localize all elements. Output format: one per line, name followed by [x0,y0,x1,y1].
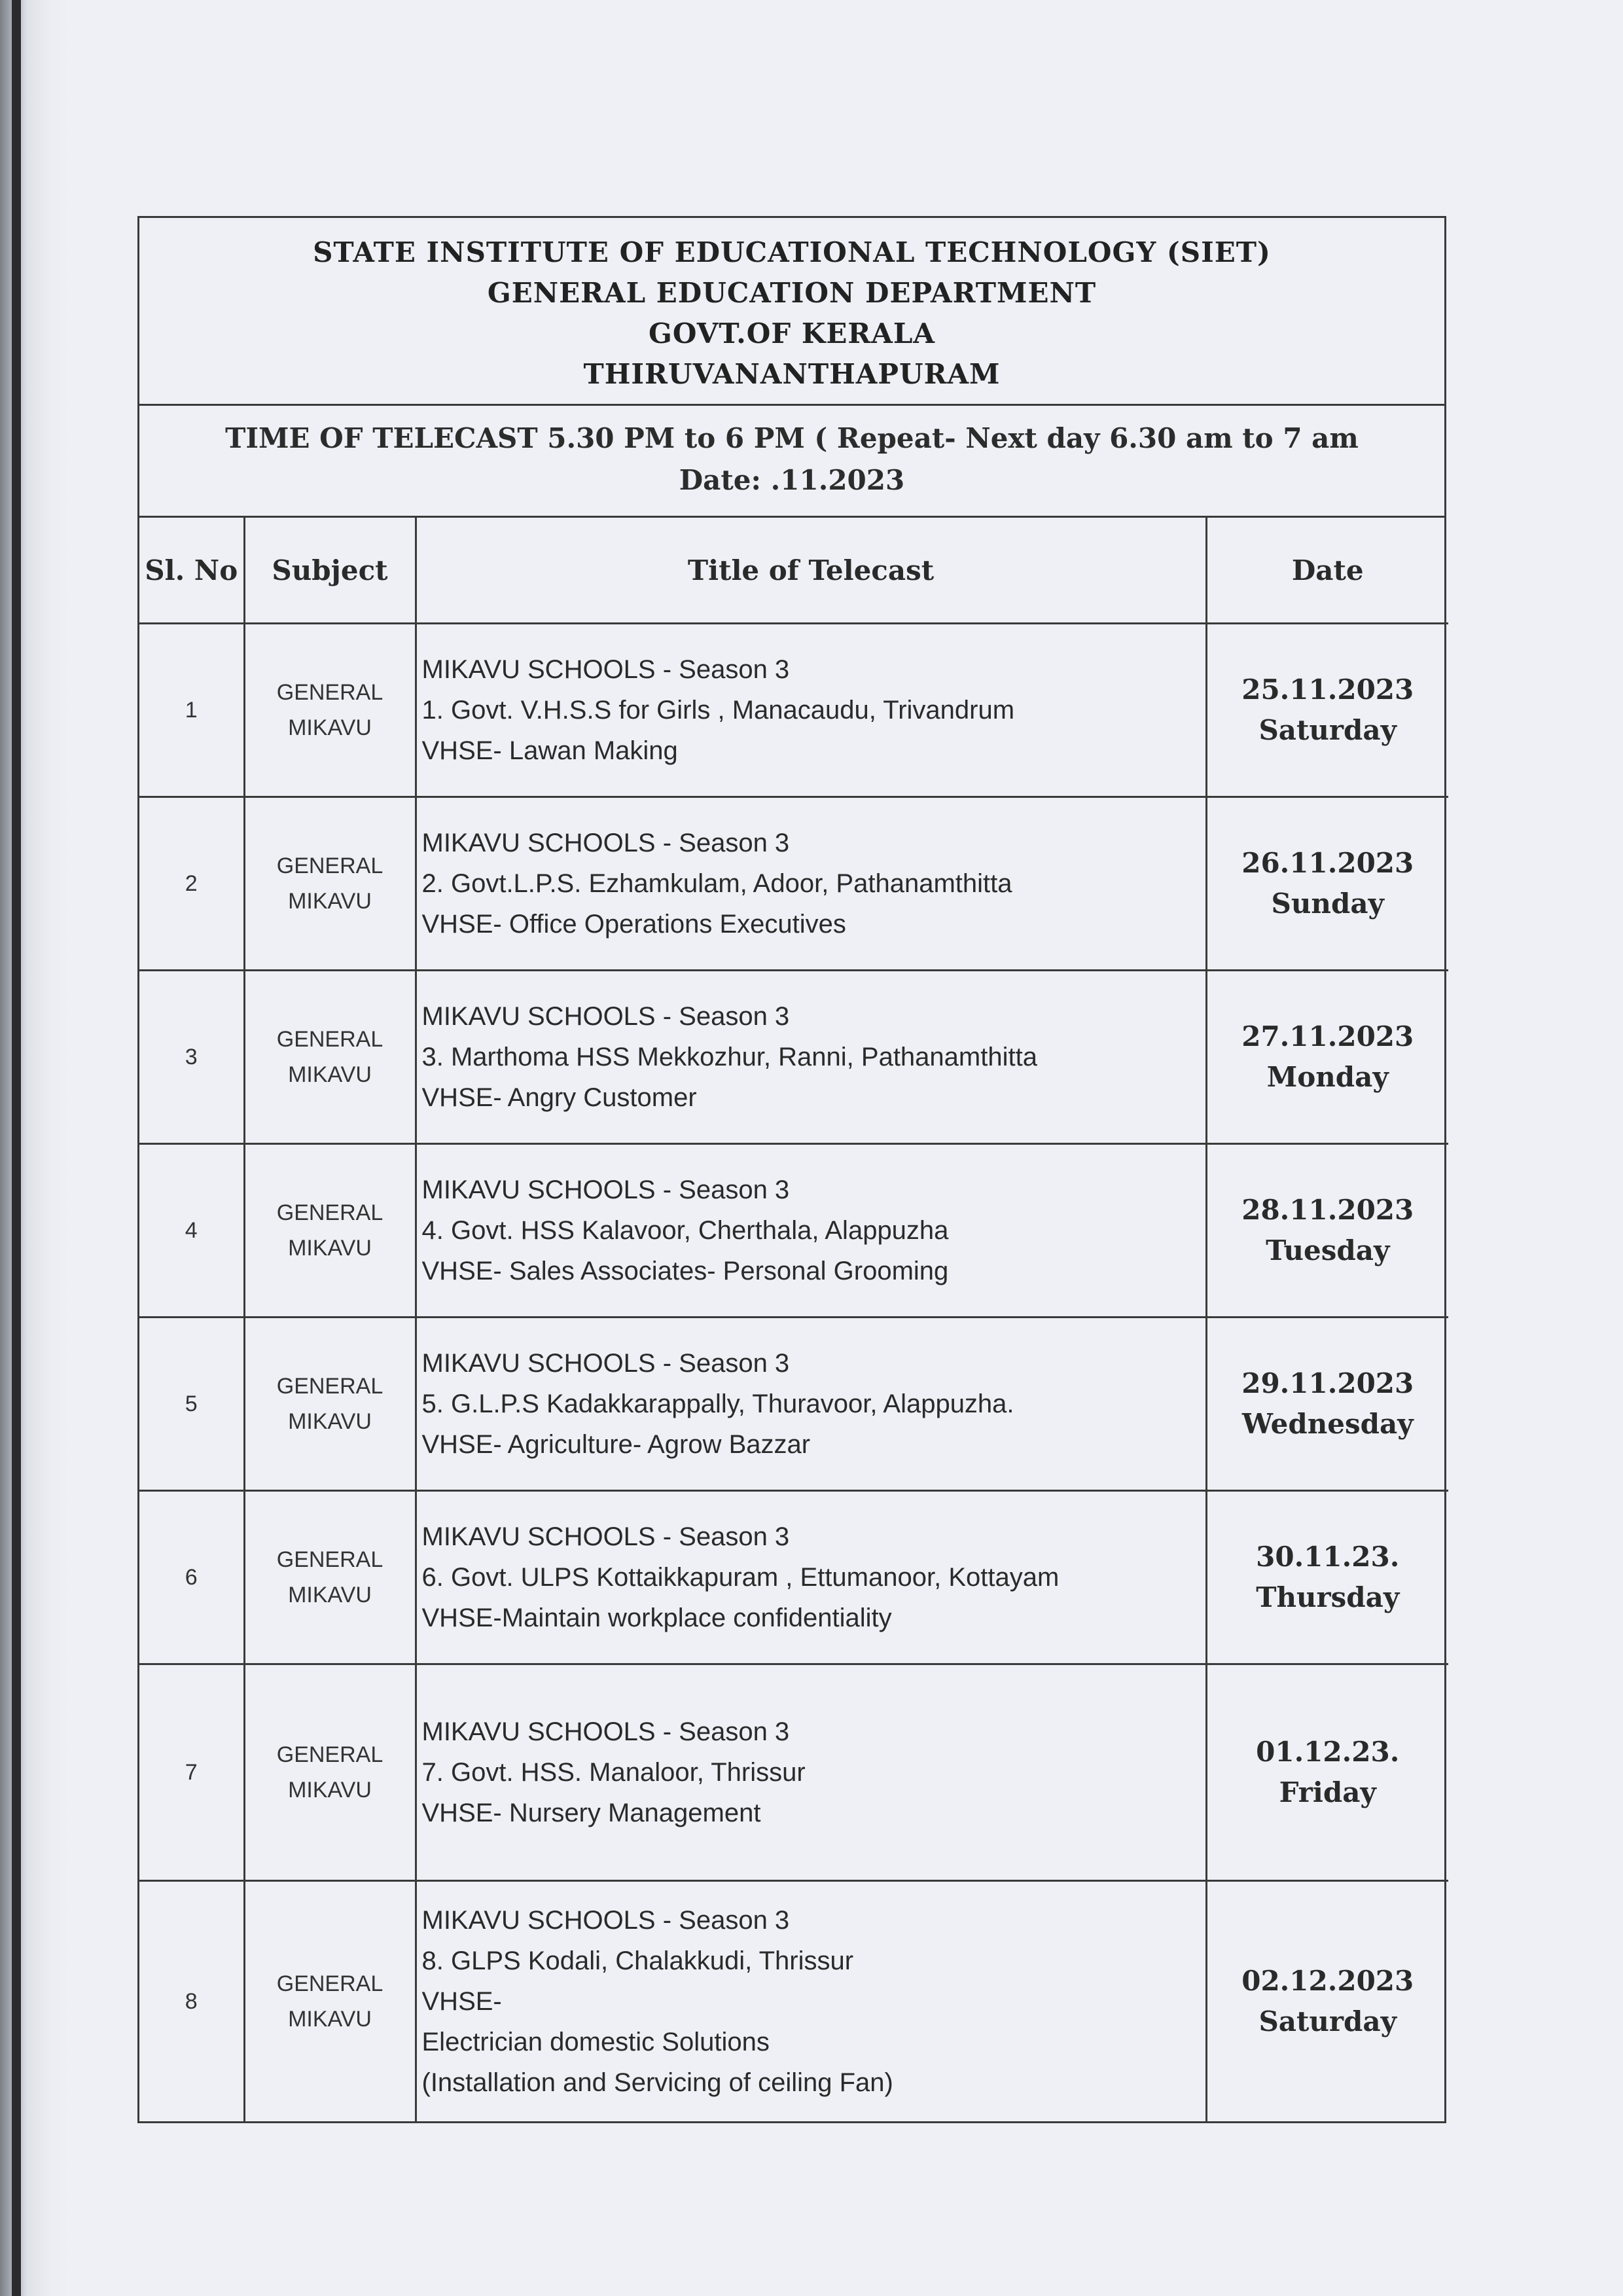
cell-title [416,1491,1206,1664]
title-line: VHSE- Agriculture- Agrow Bazzar [421,1430,811,1459]
title-line: 4. Govt. HSS Kalavoor, Cherthala, Alappuzha [421,1216,949,1245]
cell-subject [244,624,416,797]
title-line: MIKAVU SCHOOLS - Season 3 [421,1175,790,1204]
schedule-document [137,216,1446,2123]
title-line: MIKAVU SCHOOLS - Season 3 [421,1002,790,1031]
header-line-4: THIRUVANANTHAPURAM [583,358,1001,390]
date-value: 30.11.23. [1256,1541,1400,1573]
subject-line: GENERAL [276,1374,383,1399]
cell-slno: 1 [139,624,244,797]
cell-date [1206,1881,1448,2122]
col-header-slno: Sl. No [139,518,244,624]
date-day: Tuesday [1266,1234,1390,1266]
table-row [139,971,1448,1144]
title-line-vhse: VHSE- [421,1987,502,2016]
telecast-date: Date: .11.2023 [679,464,905,496]
cell-subject [244,1881,416,2122]
subject-line: MIKAVU [288,2007,372,2032]
table-row [139,624,1448,797]
title-line: VHSE- Lawan Making [421,736,678,765]
cell-date [1206,1144,1448,1318]
table-header-row [139,518,1448,624]
subject-line: GENERAL [276,1742,383,1767]
title-line: 2. Govt.L.P.S. Ezhamkulam, Adoor, Pathanamthitta [421,869,1012,898]
title-line-school: 8. GLPS Kodali, Chalakkudi, Thrissur [421,1946,854,1975]
subject-line: MIKAVU [288,1778,372,1803]
date-value: 02.12.2023 [1241,1965,1414,1997]
date-value: 25.11.2023 [1241,673,1414,706]
title-line: MIKAVU SCHOOLS - Season 3 [421,1906,790,1935]
cell-slno: 5 [139,1318,244,1491]
cell-subject [244,1318,416,1491]
table-row [139,1664,1448,1881]
title-line: (Installation and Servicing of ceiling Fan) [421,2068,893,2097]
telecast-time: TIME OF TELECAST 5.30 PM to 6 PM ( Repeat- Next day 6.30 am to 7 am [225,422,1359,454]
header-line-2: GENERAL EDUCATION DEPARTMENT [487,277,1097,309]
cell-date [1206,1664,1448,1881]
cell-title [416,971,1206,1144]
date-day: Friday [1279,1776,1376,1808]
date-value: 27.11.2023 [1241,1020,1414,1052]
date-day: Monday [1266,1061,1389,1093]
title-line: 6. Govt. ULPS Kottaikkapuram , Ettumanoor, Kottayam [421,1563,1060,1592]
subject-line: GENERAL [276,853,383,878]
title-line: Electrician domestic Solutions [421,2028,770,2056]
date-day: Thursday [1256,1581,1400,1613]
cell-title [416,1144,1206,1318]
title-line: MIKAVU SCHOOLS - Season 3 [421,1717,790,1746]
date-value: 26.11.2023 [1241,847,1414,879]
subject-line: MIKAVU [288,1236,372,1261]
header-line-1: STATE INSTITUTE OF EDUCATIONAL TECHNOLOGY (SIET) [313,236,1271,268]
title-line: MIKAVU SCHOOLS - Season 3 [421,1349,790,1378]
cell-slno: 2 [139,797,244,971]
title-line: 5. G.L.P.S Kadakkarappally, Thuravoor, Alappuzha. [421,1390,1014,1418]
subject-line: GENERAL [276,1547,383,1572]
scan-edge-bar [12,0,21,2296]
table-row [139,1144,1448,1318]
subject-line: GENERAL [276,1027,383,1052]
subject-line: MIKAVU [288,715,372,740]
cell-slno: 3 [139,971,244,1144]
date-day: Saturday [1258,714,1397,746]
cell-slno: 8 [139,1881,244,2122]
cell-subject [244,797,416,971]
subject-line: GENERAL [276,1971,383,1996]
title-line: VHSE- Office Operations Executives [421,910,846,939]
title-line: MIKAVU SCHOOLS - Season 3 [421,655,790,684]
cell-title [416,1881,1206,2122]
subject-line: MIKAVU [288,1409,372,1434]
institution-header [139,218,1444,406]
scan-edge-shadow [0,0,72,2296]
title-line: VHSE- Nursery Management [421,1799,761,1827]
cell-date [1206,971,1448,1144]
date-value: 28.11.2023 [1241,1194,1414,1226]
table-row [139,1881,1448,2122]
schedule-table [139,518,1448,2121]
cell-subject [244,1664,416,1881]
title-line: VHSE- Sales Associates- Personal Grooming [421,1257,949,1285]
cell-date [1206,624,1448,797]
date-day: Saturday [1258,2005,1397,2037]
title-line: MIKAVU SCHOOLS - Season 3 [421,829,790,857]
cell-subject [244,1144,416,1318]
telecast-time-block [139,406,1444,518]
col-header-date: Date [1206,518,1448,624]
title-line: MIKAVU SCHOOLS - Season 3 [421,1522,790,1551]
cell-date [1206,1491,1448,1664]
title-line: 7. Govt. HSS. Manaloor, Thrissur [421,1758,806,1787]
cell-slno: 7 [139,1664,244,1881]
date-value: 29.11.2023 [1241,1367,1414,1399]
col-header-subject: Subject [244,518,416,624]
date-day: Wednesday [1241,1408,1414,1440]
title-line [422,1941,1199,2022]
title-line: VHSE-Maintain workplace confidentiality [421,1604,892,1632]
title-line: 3. Marthoma HSS Mekkozhur, Ranni, Pathanamthitta [421,1043,1037,1071]
table-row [139,1318,1448,1491]
cell-title [416,624,1206,797]
cell-date [1206,1318,1448,1491]
subject-line: MIKAVU [288,1583,372,1607]
subject-line: GENERAL [276,680,383,705]
cell-date [1206,797,1448,971]
date-value: 01.12.23. [1256,1736,1400,1768]
cell-subject [244,1491,416,1664]
header-line-3: GOVT.OF KERALA [649,317,935,350]
table-row [139,797,1448,971]
subject-line: MIKAVU [288,1062,372,1087]
table-row [139,1491,1448,1664]
date-day: Sunday [1271,888,1384,920]
cell-subject [244,971,416,1144]
cell-title [416,1318,1206,1491]
subject-line: MIKAVU [288,889,372,914]
title-line: VHSE- Angry Customer [421,1083,697,1112]
cell-slno: 4 [139,1144,244,1318]
subject-line: GENERAL [276,1200,383,1225]
col-header-title: Title of Telecast [416,518,1206,624]
cell-title [416,1664,1206,1881]
title-line: 1. Govt. V.H.S.S for Girls , Manacaudu, Trivandrum [421,696,1015,725]
cell-slno: 6 [139,1491,244,1664]
cell-title [416,797,1206,971]
